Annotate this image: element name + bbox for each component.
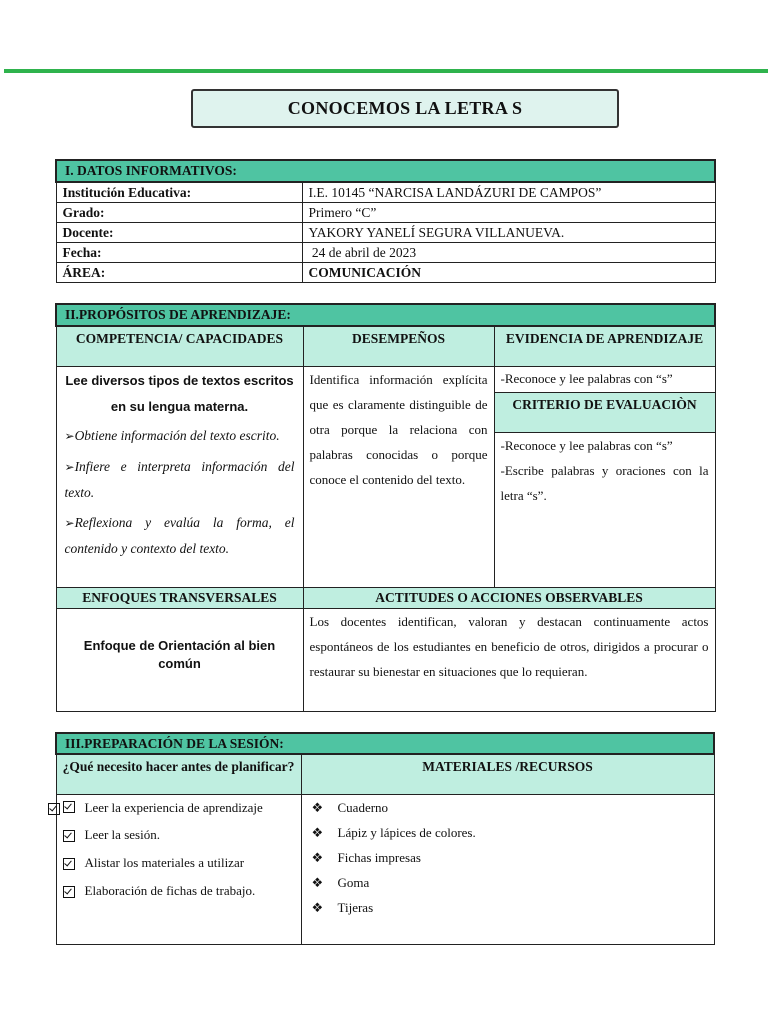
checkbox-icon: [48, 803, 60, 815]
diamond-bullet-icon: ❖: [311, 849, 324, 865]
col-competencia: COMPETENCIA/ CAPACIDADES: [56, 326, 303, 366]
materiales-cell: [301, 794, 714, 944]
capacidad-item: ➢Reflexiona y evalúa la forma, el contenido y contexto del texto.: [64, 514, 295, 556]
value-grado: Primero “C”: [302, 203, 715, 223]
page-title: CONOCEMOS LA LETRA S: [191, 89, 619, 128]
antes-cell: [56, 794, 301, 944]
preparacion-header: III.PREPARACIÓN DE LA SESIÓN:: [56, 733, 714, 754]
criterio-cell: [494, 432, 715, 587]
enfoque-cell: Enfoque de Orientación al bien común: [56, 608, 303, 711]
label-docente: Docente:: [56, 223, 302, 243]
col-criterio: CRITERIO DE EVALUACIÒN: [494, 392, 715, 432]
datos-header: I. DATOS INFORMATIVOS:: [56, 160, 715, 182]
capacidad-item: ➢Obtiene información del texto escrito.: [64, 427, 280, 443]
value-institucion: I.E. 10145 “NARCISA LANDÁZURI DE CAMPOS”: [302, 182, 715, 203]
value-docente: YAKORY YANELÍ SEGURA VILLANUEVA.: [302, 223, 715, 243]
label-fecha: Fecha:: [56, 243, 302, 263]
datos-informativos-table: [55, 159, 716, 283]
checkbox-icon: [63, 830, 75, 842]
arrow-bullet-icon: ➢: [64, 428, 75, 443]
list-item: Elaboración de fichas de trabajo.: [63, 877, 295, 905]
actitud-cell: Los docentes identifican, valoran y destacan continuamente actos espontáneos de los estudiantes en beneficio de otros, dirigidos a procurar o restaurar su bienestar en situaciones que lo requieran.: [303, 608, 715, 711]
propositos-table: [55, 303, 716, 712]
list-item: ❖ Tijeras: [312, 895, 708, 920]
top-divider-line: [4, 69, 768, 73]
arrow-bullet-icon: ➢: [64, 459, 75, 474]
col-antes: ¿Qué necesito hacer antes de planificar?: [56, 754, 301, 794]
label-institucion: Institución Educativa:: [56, 182, 302, 203]
label-grado: Grado:: [56, 203, 302, 223]
checkbox-icon: [63, 886, 75, 898]
col-evidencia: EVIDENCIA DE APRENDIZAJE: [494, 326, 715, 366]
col-materiales: MATERIALES /RECURSOS: [301, 754, 714, 794]
diamond-bullet-icon: ❖: [311, 824, 324, 840]
checkbox-icon: [63, 858, 75, 870]
list-item: Leer la sesión.: [63, 821, 295, 849]
desempeno-cell: Identifica información explícita que es claramente distinguible de otra porque la relaciona con palabras conocidas o porque conoce el contenido del texto.: [303, 366, 494, 587]
propositos-header: II.PROPÓSITOS DE APRENDIZAJE:: [56, 304, 715, 326]
list-item: ❖ Lápiz y lápices de colores.: [312, 820, 708, 845]
list-item: ❖ Goma: [312, 870, 708, 895]
col-actitudes: ACTITUDES O ACCIONES OBSERVABLES: [303, 587, 715, 608]
list-item: ❖ Fichas impresas: [312, 845, 708, 870]
competencia-cell: [56, 366, 303, 587]
capacidad-item: ➢Infiere e interpreta información del texto.: [64, 458, 295, 500]
criterio-item: -Reconoce y lee palabras con “s”: [500, 437, 673, 453]
label-area: ÁREA:: [56, 263, 302, 283]
value-area: COMUNICACIÓN: [302, 263, 715, 283]
diamond-bullet-icon: ❖: [311, 799, 324, 815]
evidencia-cell: -Reconoce y lee palabras con “s”: [494, 366, 715, 392]
arrow-bullet-icon: ➢: [64, 515, 75, 530]
criterio-item: -Escribe palabras y oraciones con la letra “s”.: [500, 462, 709, 503]
diamond-bullet-icon: ❖: [311, 899, 324, 915]
preparacion-table: [55, 732, 715, 945]
col-desempenos: DESEMPEÑOS: [303, 326, 494, 366]
list-item: Leer la experiencia de aprendizaje: [63, 795, 295, 821]
diamond-bullet-icon: ❖: [311, 874, 324, 890]
list-item: ❖ Cuaderno: [312, 795, 708, 820]
checkbox-icon: [63, 801, 75, 813]
col-enfoques: ENFOQUES TRANSVERSALES: [56, 587, 303, 608]
value-fecha: 24 de abril de 2023: [302, 243, 715, 263]
list-item: Alistar los materiales a utilizar: [63, 849, 295, 877]
competencia-text: Lee diversos tipos de textos escritos en su lengua materna.: [65, 372, 294, 414]
